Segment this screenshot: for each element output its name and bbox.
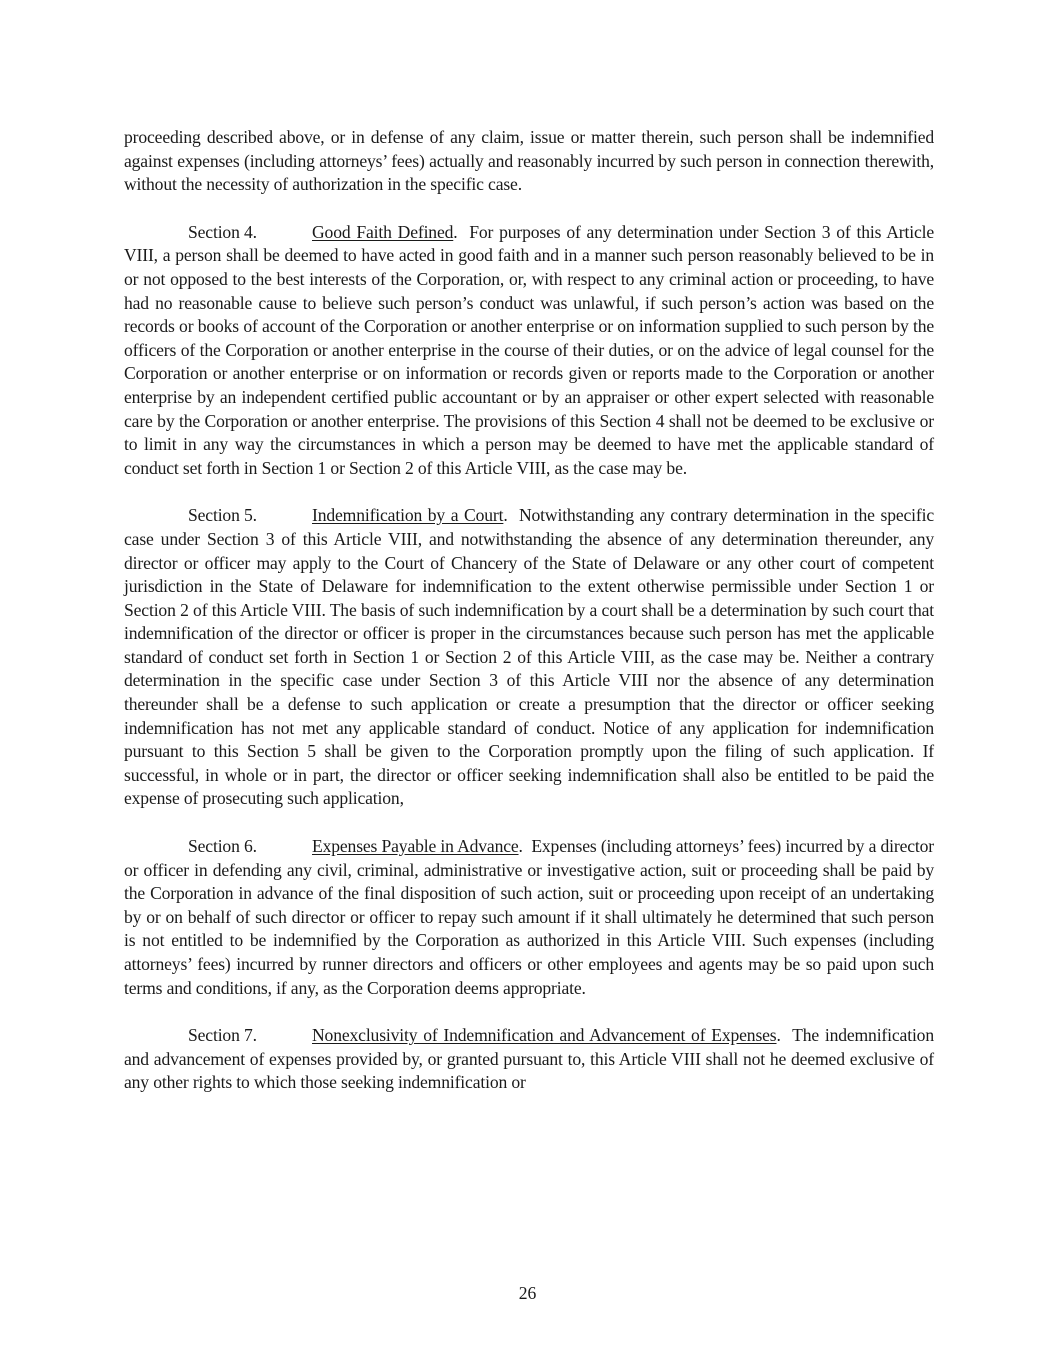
document-body [124, 126, 934, 1095]
section-5-heading: Indemnification by a Court [312, 505, 504, 526]
section-6-text: Expenses (including attorneys’ fees) incurred by a director or officer in defending any civil, criminal, administrative or investigative action, suit or proceeding shall be paid by the Corporation in advance of the final disposition of such action, suit or proceeding upon receipt of an undertaking by or on behalf of such director or officer to repay such amount if it shall ultimately he determined that such person is not entitled to be indemnified by the Corporation as authorized in this Article VIII. Such expenses (including attorneys’ fees) incurred by runner directors and officers or other employees and agents may be so paid upon such terms and conditions, if any, as the Corporation deems appropriate. [124, 836, 935, 998]
section-4-label: Section 4. [188, 221, 257, 242]
section-7-paragraph: Section 7. Nonexclusivity of Indemnification and Advancement of Expenses. The indemnification and advancement of expenses provided by, or granted pursuant to, this Article VIII shall not he deemed exclusive of any other rights to which those seeking indemnification or [124, 1025, 934, 1093]
page-number: 26 [518, 1283, 537, 1303]
section-6-label: Section 6. [188, 836, 257, 857]
section-5-label: Section 5. [188, 505, 257, 526]
section-6-paragraph: Section 6. Expenses Payable in Advance. Expenses (including attorneys’ fees) incurred by a director or officer in defending any civil, criminal, administrative or investigative action, suit or proceeding shall be paid by the Corporation in advance of the final disposition of such action, suit or proceeding upon receipt of an undertaking by or on behalf of such director or officer to repay such amount if it shall ultimately he determined that such person is not entitled to be indemnified by the Corporation as authorized in this Article VIII. Such expenses (including attorneys’ fees) incurred by runner directors and officers or other employees and agents may be so paid upon such terms and conditions, if any, as the Corporation deems appropriate. [124, 836, 935, 998]
section-4-paragraph: Section 4. Good Faith Defined. For purposes of any determination under Section 3 of this Article VIII, a person shall be deemed to have acted in good faith and in a manner such person reasonably believed to be in or not opposed to the best interests of the Corporation, or, with respect to any criminal action or proceeding, to have had no reasonable cause to believe such person’s conduct was unlawful, if such person’s action was based on the records or books of account of the Corporation or another enterprise or on information supplied to such person by the officers of the Corporation or another enterprise in the course of their duties, or on the advice of legal counsel for the Corporation or another enterprise or on information or records given or reports made to the Corporation or another enterprise by an independent certified public accountant or by an appraiser or other expert selected with reasonable care by the Corporation or another enterprise. The provisions of this Section 4 shall not be deemed to be exclusive or to limit in any way the circumstances in which a person may be deemed to have met the applicable standard of conduct set forth in Section 1 or Section 2 of this Article VIII, as the case may be. [124, 221, 934, 478]
section-4-heading: Good Faith Defined [312, 221, 454, 242]
section-7-label: Section 7. [188, 1025, 257, 1046]
section-4-text: For purposes of any determination under Section 3 of this Article VIII, a person shall be deemed to have acted in good faith and in a manner such person reasonably believed to be in or not opposed to the best interests of the Corporation, or, with respect to any criminal action or proceeding, to have had no reasonable cause to believe such person’s conduct was unlawful, if such person’s action was based on the records or books of account of the Corporation or another enterprise or on information supplied to such person by the officers of the Corporation or another enterprise in the course of their duties, or on the advice of legal counsel for the Corporation or another enterprise or on information or records given or reports made to the Corporation or another enterprise by an independent certified public accountant or by an appraiser or other expert selected with reasonable care by the Corporation or another enterprise. The provisions of this Section 4 shall not be deemed to be exclusive or to limit in any way the circumstances in which a person may be deemed to have met the applicable standard of conduct set forth in Section 1 or Section 2 of this Article VIII, as the case may be. [124, 221, 934, 478]
section-5-paragraph: Section 5. Indemnification by a Court. Notwithstanding any contrary determination in the specific case under Section 3 of this Article VIII, and notwithstanding the absence of any determination thereunder, any director or officer may apply to the Court of Chancery of the State of Delaware or any other court of competent jurisdiction in the State of Delaware for indemnification to the extent otherwise permissible under Section 1 or Section 2 of this Article VIII. The basis of such indemnification by a court shall be a determination by such court that indemnification of the director or officer is proper in the circumstances because such person has met the applicable standard of conduct set forth in Section 1 or Section 2 of this Article VIII, as the case may be. Neither a contrary determination in the specific case under Section 3 of this Article VIII nor the absence of any determination thereunder shall be a defense to such application or create a presumption that the director or officer seeking indemnification has not met any applicable standard of conduct. Notice of any application for indemnification pursuant to this Section 5 shall be given to the Corporation promptly upon the filing of such application. If successful, in whole or in part, the director or officer seeking indemnification shall also be entitled to be paid the expense of prosecuting such application, [124, 505, 935, 809]
intro-paragraph: proceeding described above, or in defense of any claim, issue or matter therein, such person shall be indemnified against expenses (including attorneys’ fees) actually and reasonably incurred by such person in connection therewith, without the necessity of authorization in the specific case. [124, 127, 934, 195]
section-5-text: Notwithstanding any contrary determination in the specific case under Section 3 of this Article VIII, and notwithstanding the absence of any determination thereunder, any director or officer may apply to the Court of Chancery of the State of Delaware or any other court of competent jurisdiction in the State of Delaware for indemnification to the extent otherwise permissible under Section 1 or Section 2 of this Article VIII. The basis of such indemnification by a court shall be a determination by such court that indemnification of the director or officer is proper in the circumstances because such person has met the applicable standard of conduct set forth in Section 1 or Section 2 of this Article VIII, as the case may be. Neither a contrary determination in the specific case under Section 3 of this Article VIII nor the absence of any determination thereunder shall be a defense to such application or create a presumption that the director or officer seeking indemnification has not met any applicable standard of conduct. Notice of any application for indemnification pursuant to this Section 5 shall be given to the Corporation promptly upon the filing of such application. If successful, in whole or in part, the director or officer seeking indemnification shall also be entitled to be paid the expense of prosecuting such application, [124, 505, 935, 809]
section-6-heading: Expenses Payable in Advance [312, 836, 519, 857]
section-7-text: The indemnification and advancement of expenses provided by, or granted pursuant to, this Article VIII shall not he deemed exclusive of any other rights to which those seeking indemnification or [124, 1025, 934, 1093]
section-7-heading: Nonexclusivity of Indemnification and Advancement of Expenses [312, 1025, 777, 1046]
